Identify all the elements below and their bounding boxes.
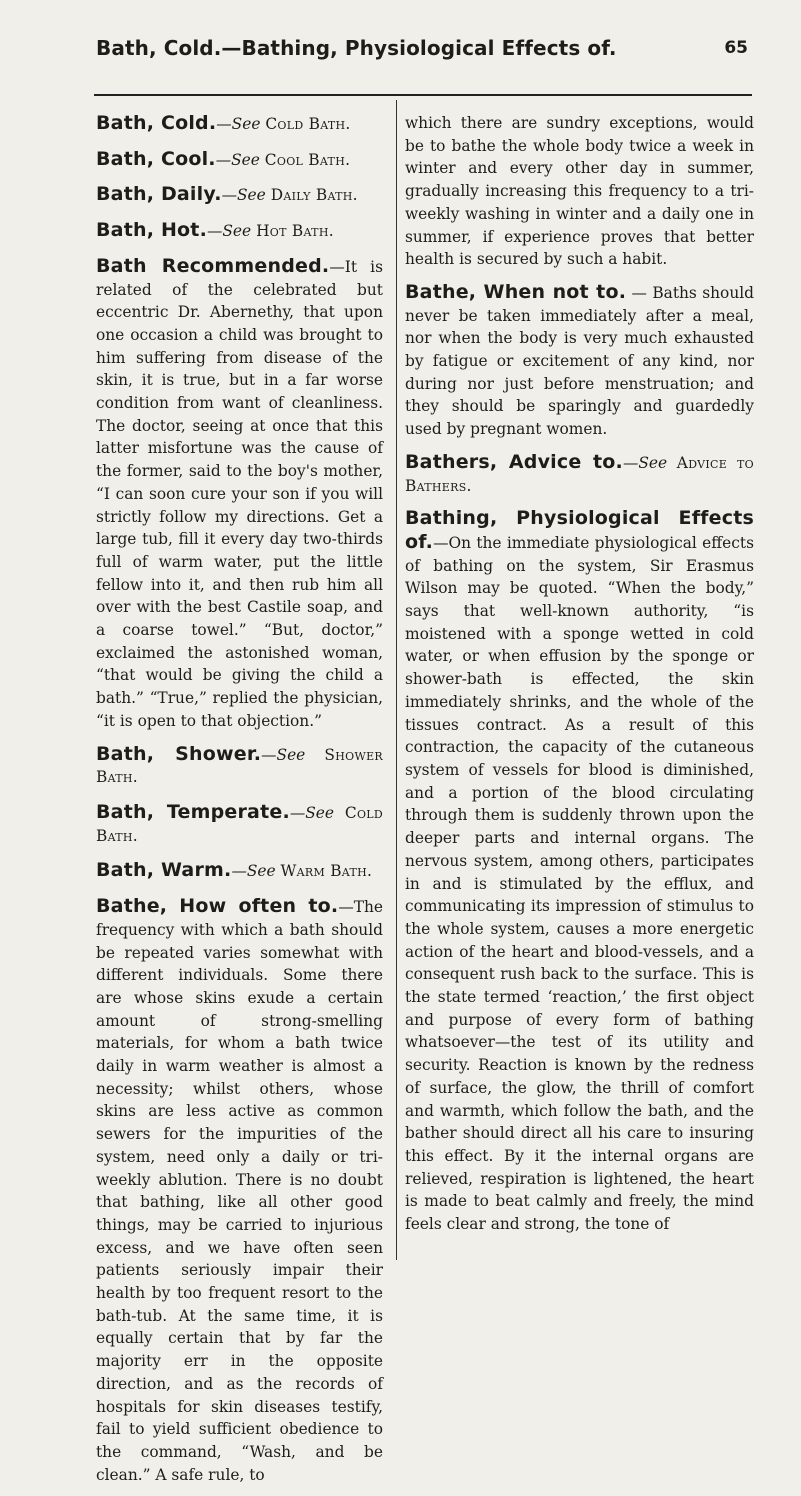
entry-bath-daily	[96, 183, 383, 207]
headword: Bathe, When not to.	[405, 280, 627, 303]
headword: Bathe, How often to.	[96, 895, 339, 918]
headword: Bath, Hot.	[96, 219, 207, 242]
entry-bath-cool	[96, 148, 383, 172]
header-rule	[94, 94, 752, 96]
headword: Bath, Cool.	[96, 147, 216, 170]
entry-bath-temperate	[96, 801, 383, 847]
cross-reference: Warm Bath.	[280, 862, 373, 881]
cross-reference: Cold Bath.	[96, 803, 383, 845]
running-head	[96, 28, 748, 68]
entry-bathe-when-not	[405, 281, 754, 441]
see-label: —See	[231, 862, 276, 881]
headword: Bathers, Advice to.	[405, 450, 623, 473]
see-label: —See	[221, 186, 266, 205]
see-label: —See	[207, 222, 252, 241]
left-column	[96, 112, 383, 1496]
right-column	[405, 112, 754, 1246]
entry-bath-shower	[96, 743, 383, 789]
entry-bath-hot	[96, 219, 383, 243]
cross-reference: Daily Bath.	[270, 186, 358, 205]
cross-reference: Cool Bath.	[264, 150, 351, 169]
cross-reference: Cold Bath.	[265, 115, 351, 133]
cross-reference: Advice to Bathers.	[405, 453, 754, 495]
continued-text	[405, 112, 754, 271]
page-number: 65	[724, 38, 748, 58]
entry-bathe-how-often	[96, 895, 383, 1486]
entry-body: —The frequency with which a bath should be repeated varies somewhat with different individuals. Some there are whose skins exude a certain amount of strong-smelling materials, for whom a bath twice daily in warm weather is almost a necessity; whilst others, whose skins are less active as common sewers for the impurities of the system, need only a daily or tri-weekly ablution. There is no doubt that bathing, like all other good things, may be carried to injurious excess, and we have often seen patients seriously impair their health by too frequent resort to the bath-tub. At the same time, it is equally certain that by far the majority err in the opposite direction, and as the records of hospitals for skin diseases testify, fail to yield sufficient obedience to the command, “Wash, and be clean.” A safe rule, to	[96, 898, 383, 1484]
entry-bath-warm	[96, 859, 383, 883]
see-label: —See	[622, 453, 668, 472]
headword: Bath, Warm.	[96, 859, 232, 882]
headword: Bathing, Physiological Effects of.	[405, 507, 754, 553]
headword: Bath, Cold.	[96, 112, 217, 134]
see-label: —See	[289, 803, 335, 822]
running-head-title: Bath, Cold.—Bathing, Physiological Effects of.	[96, 36, 617, 60]
column-divider	[396, 100, 397, 1260]
entry-body: — Baths should never be taken immediately after a meal, nor when the body is very much exhausted by fatigue or excitement of any kind, nor during nor just before menstruation; and they should be sparingly and guardedly used by pregnant women.	[405, 283, 755, 439]
headword: Bath, Temperate.	[96, 800, 290, 823]
entry-body: —On the immediate physiological effects of bathing on the system, Sir Erasmus Wilson may be quoted. “When the body,” says that well-known authority, “is moistened with a sponge wetted in cold water, or when effusion by the sponge or shower-bath is effected, the skin immediately shrinks, and the whole of the tissues contract. As a result of this contraction, the capacity of the cutaneous system of vessels for blood is diminished, and a portion of the blood circulating through them is suddenly thrown upon the deeper parts and internal organs. The nervous system, among others, participates in and is stimulated by the efflux, and communicating its impression of stimulus to the whole system, causes a more energetic action of the heart and blood-vessels, and a consequent rush back to the surface. This is the state termed ‘reaction,’ the first object and purpose of every form of bathing whatsoever—the test of its utility and security. Reaction is known by the redness of surface, the glow, the thrill of comfort and warmth, which follow the bath, and the bather should direct all his care to insuring this effect. By it the internal organs are relieved, respiration is lightened, the heart is made to beat calmly and freely, the mind feels clear and strong, the tone of	[405, 533, 754, 1234]
cross-reference: Shower Bath.	[96, 745, 383, 787]
headword: Bath Recommended.	[96, 254, 330, 277]
entry-body: which there are sundry exceptions, would be to bathe the whole body twice a week in winter and every other day in summer, gradually increasing this frequency to a tri-weekly washing in winter and a daily one in summer, if experience proves that better health is secured by such a habit.	[405, 114, 754, 269]
entry-body: —It is related of the celebrated but eccentric Dr. Abernethy, that upon one occasion a child was brought to him suffering from disease of the skin, it is true, but in a far worse condition from want of cleanliness. The doctor, seeing at once that this latter misfortune was the cause of the former, said to the boy's mother, “I can soon cure your son if you will strictly follow my directions. Get a large tub, fill it every day two-thirds full of warm water, put the little fellow into it, and then rub him all over with the best Castile soap, and a coarse towel.” “But, doctor,” exclaimed the astonished woman, “that would be giving the child a bath.” “True,” replied the physician, “it is open to that objection.”	[96, 257, 384, 730]
see-label: —See	[261, 745, 306, 764]
see-label: —See	[216, 115, 261, 133]
headword: Bath, Daily.	[96, 183, 222, 206]
headword: Bath, Shower.	[96, 742, 262, 765]
entry-bathers-advice	[405, 451, 754, 497]
entry-bath-recommended	[96, 255, 383, 733]
entry-bath-cold	[96, 112, 383, 136]
see-label: —See	[215, 150, 260, 169]
cross-reference: Hot Bath.	[256, 222, 334, 241]
entry-bathing-physiological	[405, 507, 754, 1236]
